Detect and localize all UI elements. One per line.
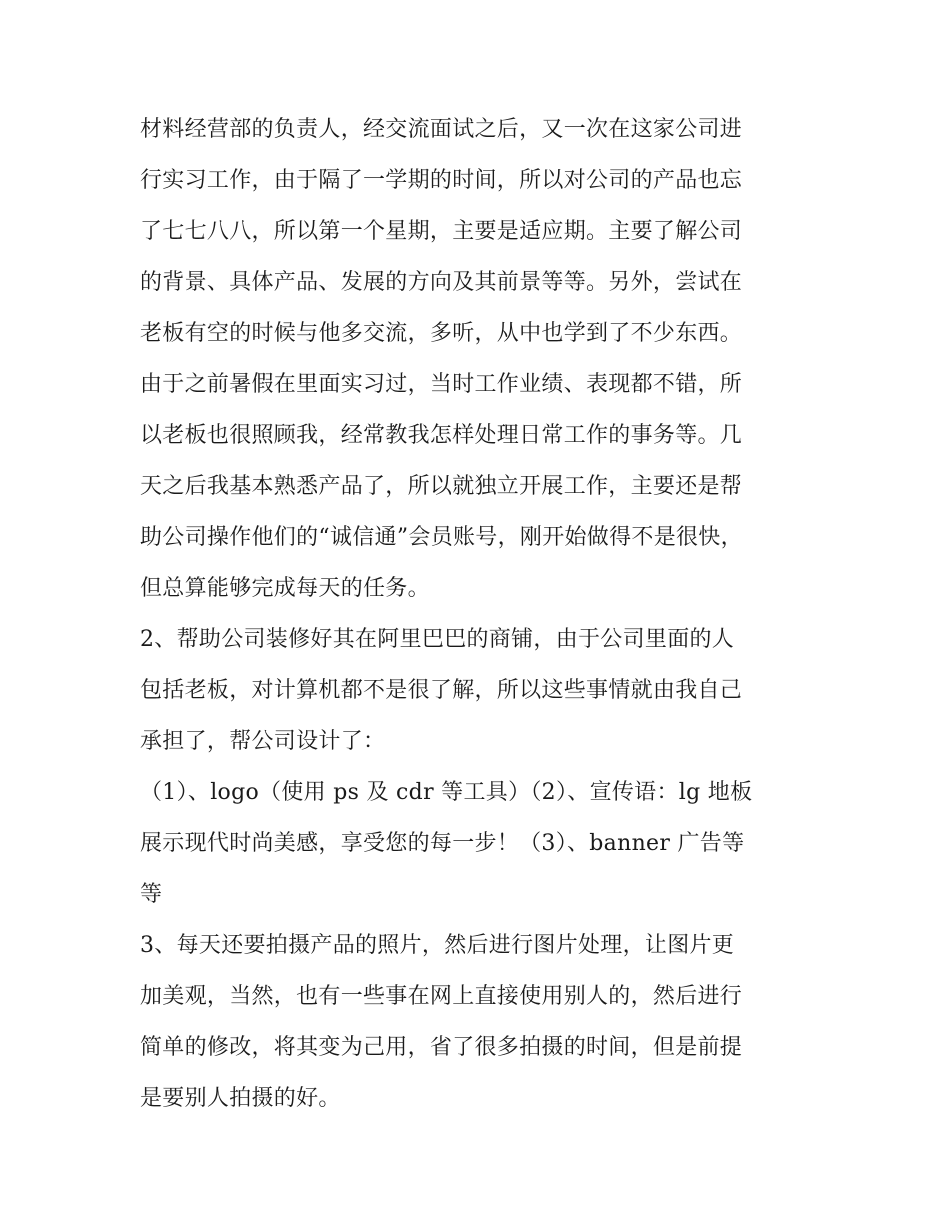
text-line: 2、帮助公司装修好其在阿里巴巴的商铺，由于公司里面的人 xyxy=(140,627,735,652)
text-line: 等 xyxy=(140,882,163,907)
text-line: 老板有空的时候与他多交流，多听，从中也学到了不少东西。 xyxy=(140,321,743,346)
text-line: 承担了，帮公司设计了： xyxy=(140,729,386,754)
text-line: 助公司操作他们的“诚信通”会员账号，刚开始做得不是很快， xyxy=(140,525,743,550)
text-line: 加美观，当然，也有一些事在网上直接使用别人的，然后进行 xyxy=(140,984,743,1009)
body-text xyxy=(140,104,820,1124)
text-line: 但总算能够完成每天的任务。 xyxy=(140,576,430,601)
text-line: 由于之前暑假在里面实习过，当时工作业绩、表现都不错，所 xyxy=(140,372,743,397)
text-line: 天之后我基本熟悉产品了，所以就独立开展工作，主要还是帮 xyxy=(140,474,743,499)
text-line: 包括老板，对计算机都不是很了解，所以这些事情就由我自己 xyxy=(140,678,743,703)
text-line: 了七七八八，所以第一个星期，主要是适应期。主要了解公司 xyxy=(140,219,743,244)
text-line: 展示现代时尚美感，享受您的每一步！（3）、banner 广告等 xyxy=(140,831,745,856)
text-line: 的背景、具体产品、发展的方向及其前景等等。另外，尝试在 xyxy=(140,270,743,295)
text-line: 以老板也很照顾我，经常教我怎样处理日常工作的事务等。几 xyxy=(140,423,743,448)
text-line: （1）、logo（使用 ps 及 cdr 等工具）（2）、宣传语：lg 地板 xyxy=(140,780,753,805)
text-line: 3、每天还要拍摄产品的照片，然后进行图片处理，让图片更 xyxy=(140,933,735,958)
text-line: 简单的修改，将其变为己用，省了很多拍摄的时间，但是前提 xyxy=(140,1035,743,1060)
text-line: 是要别人拍摄的好。 xyxy=(140,1086,341,1111)
text-line: 材料经营部的负责人，经交流面试之后，又一次在这家公司进 xyxy=(140,117,743,142)
text-line: 行实习工作，由于隔了一学期的时间，所以对公司的产品也忘 xyxy=(140,168,743,193)
